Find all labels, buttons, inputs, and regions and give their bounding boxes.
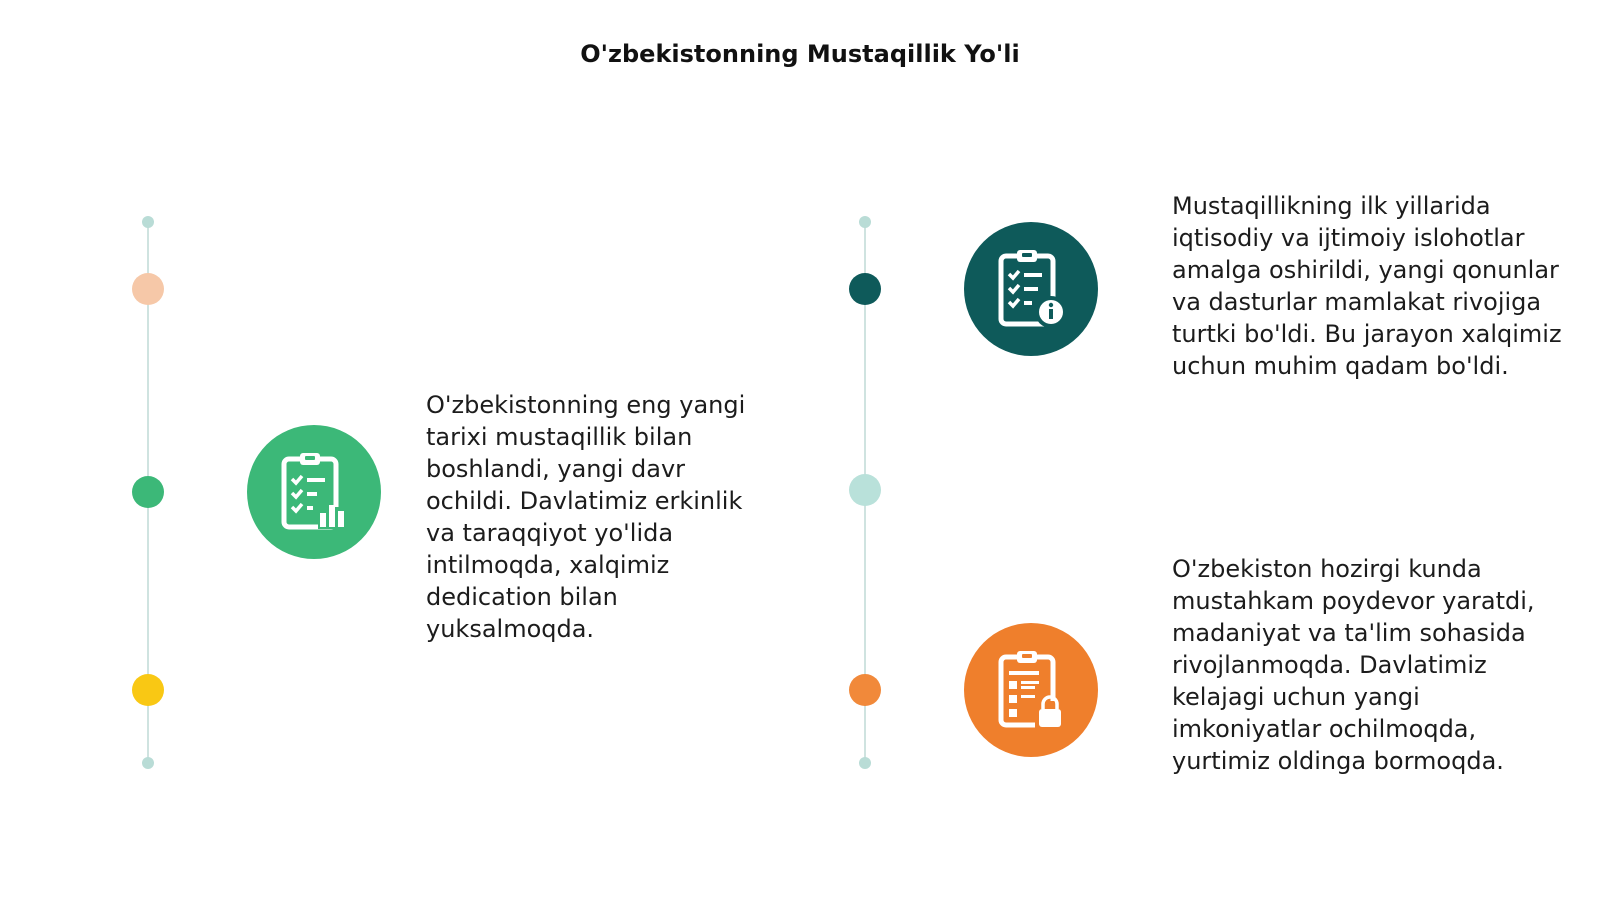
timeline-left-end-dot — [142, 757, 154, 769]
timeline-right-start-dot — [859, 216, 871, 228]
timeline-left-dot-2 — [132, 476, 164, 508]
timeline-right-dot-1 — [849, 273, 881, 305]
page-title: O'zbekistonning Mustaqillik Yo'li — [580, 40, 1020, 68]
clipboard-chart-icon — [247, 425, 381, 559]
timeline-right-dot-2 — [849, 474, 881, 506]
timeline-left-dot-3 — [132, 674, 164, 706]
clipboard-lock-icon — [964, 623, 1098, 757]
timeline-right-end-dot — [859, 757, 871, 769]
item-3-description: O'zbekiston hozirgi kunda mustahkam poydevor yaratdi, madaniyat va ta'lim sohasida rivojlanmoqda. Davlatimiz kelajagi uchun yangi imkoniyatlar ochilmoqda, yurtimiz oldinga bormoqda. — [1172, 555, 1535, 775]
item-2-description: Mustaqillikning ilk yillarida iqtisodiy va ijtimoiy islohotlar amalga oshirildi, yangi qonunlar va dasturlar mamlakat rivojiga turtki bo'ldi. Bu jarayon xalqimiz uchun muhim qadam bo'ldi. — [1172, 192, 1562, 380]
item-1-description: O'zbekistonning eng yangi tarixi mustaqillik bilan boshlandi, yangi davr ochildi. Davlatimiz erkinlik va taraqqiyot yo'lida intilmoqda, xalqimiz dedication bilan yuksalmoqda. — [426, 391, 746, 643]
timeline-left-start-dot — [142, 216, 154, 228]
timeline-left-dot-1 — [132, 273, 164, 305]
clipboard-info-icon — [964, 222, 1098, 356]
timeline-right-dot-3 — [849, 674, 881, 706]
